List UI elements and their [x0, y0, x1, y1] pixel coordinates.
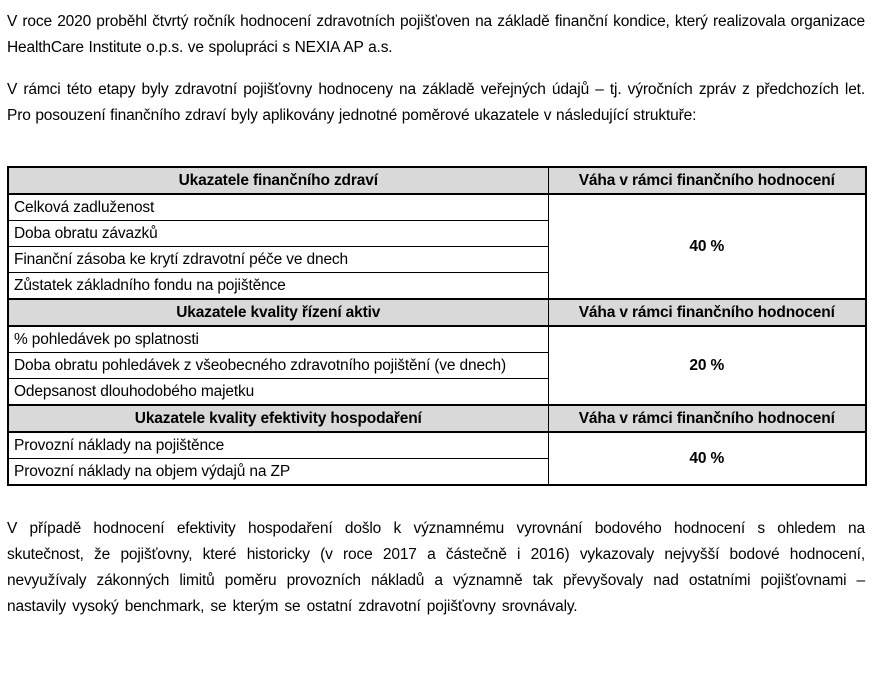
section-title-cell: Ukazatele kvality efektivity hospodaření [8, 405, 548, 432]
indicator-row [8, 432, 866, 459]
indicator-row [8, 326, 866, 353]
intro-paragraph-2: V rámci této etapy byly zdravotní pojišťovny hodnoceny na základě veřejných údajů – tj. výročních zpráv z předchozích let. Pro posouzení finančního zdraví byly aplikovány jednotné poměrové ukazatele v následující struktuře: [7, 81, 865, 124]
indicator-row [8, 194, 866, 221]
indicator-cell: Provozní náklady na pojištěnce [8, 432, 548, 459]
weight-column-header-cell: Váha v rámci finančního hodnocení [548, 405, 866, 432]
weight-value-cell: 20 % [548, 326, 866, 405]
indicator-cell: % pohledávek po splatnosti [8, 326, 548, 353]
section-title-cell: Ukazatele finančního zdraví [8, 167, 548, 194]
indicator-cell: Celková zadluženost [8, 194, 548, 221]
indicator-cell: Zůstatek základního fondu na pojištěnce [8, 273, 548, 300]
financial-indicators-table [7, 166, 867, 486]
section-header-row [8, 405, 866, 432]
weight-value-cell: 40 % [548, 432, 866, 485]
indicator-cell: Doba obratu pohledávek z všeobecného zdravotního pojištění (ve dnech) [8, 353, 548, 379]
weight-value-cell: 40 % [548, 194, 866, 299]
intro-paragraph-1: V roce 2020 proběhl čtvrtý ročník hodnocení zdravotních pojišťoven na základě finanční kondice, který realizovala organizace HealthCare Institute o.p.s. ve spolupráci s NEXIA AP a.s. [7, 13, 865, 56]
closing-paragraph: V případě hodnocení efektivity hospodaření došlo k významnému vyrovnání bodového hodnocení s ohledem na skutečnost, že pojišťovny, které historicky (v roce 2017 a částečně i 2016) vykazovaly nejvyšší bodové hodnocení, nevyužívaly zákonných limitů poměru provozních nákladů a významně tak převyšovaly nad ostatními pojišťovnami – nastavily vysoký benchmark, se kterým se ostatní zdravotní pojišťovny srovnávaly. [7, 520, 865, 615]
weight-column-header-cell: Váha v rámci finančního hodnocení [548, 299, 866, 326]
weight-column-header-cell: Váha v rámci finančního hodnocení [548, 167, 866, 194]
indicator-cell: Odepsanost dlouhodobého majetku [8, 379, 548, 406]
section-header-row [8, 299, 866, 326]
indicator-cell: Provozní náklady na objem výdajů na ZP [8, 459, 548, 486]
indicator-cell: Finanční zásoba ke krytí zdravotní péče ve dnech [8, 247, 548, 273]
section-title-cell: Ukazatele kvality řízení aktiv [8, 299, 548, 326]
indicator-cell: Doba obratu závazků [8, 221, 548, 247]
section-header-row [8, 167, 866, 194]
